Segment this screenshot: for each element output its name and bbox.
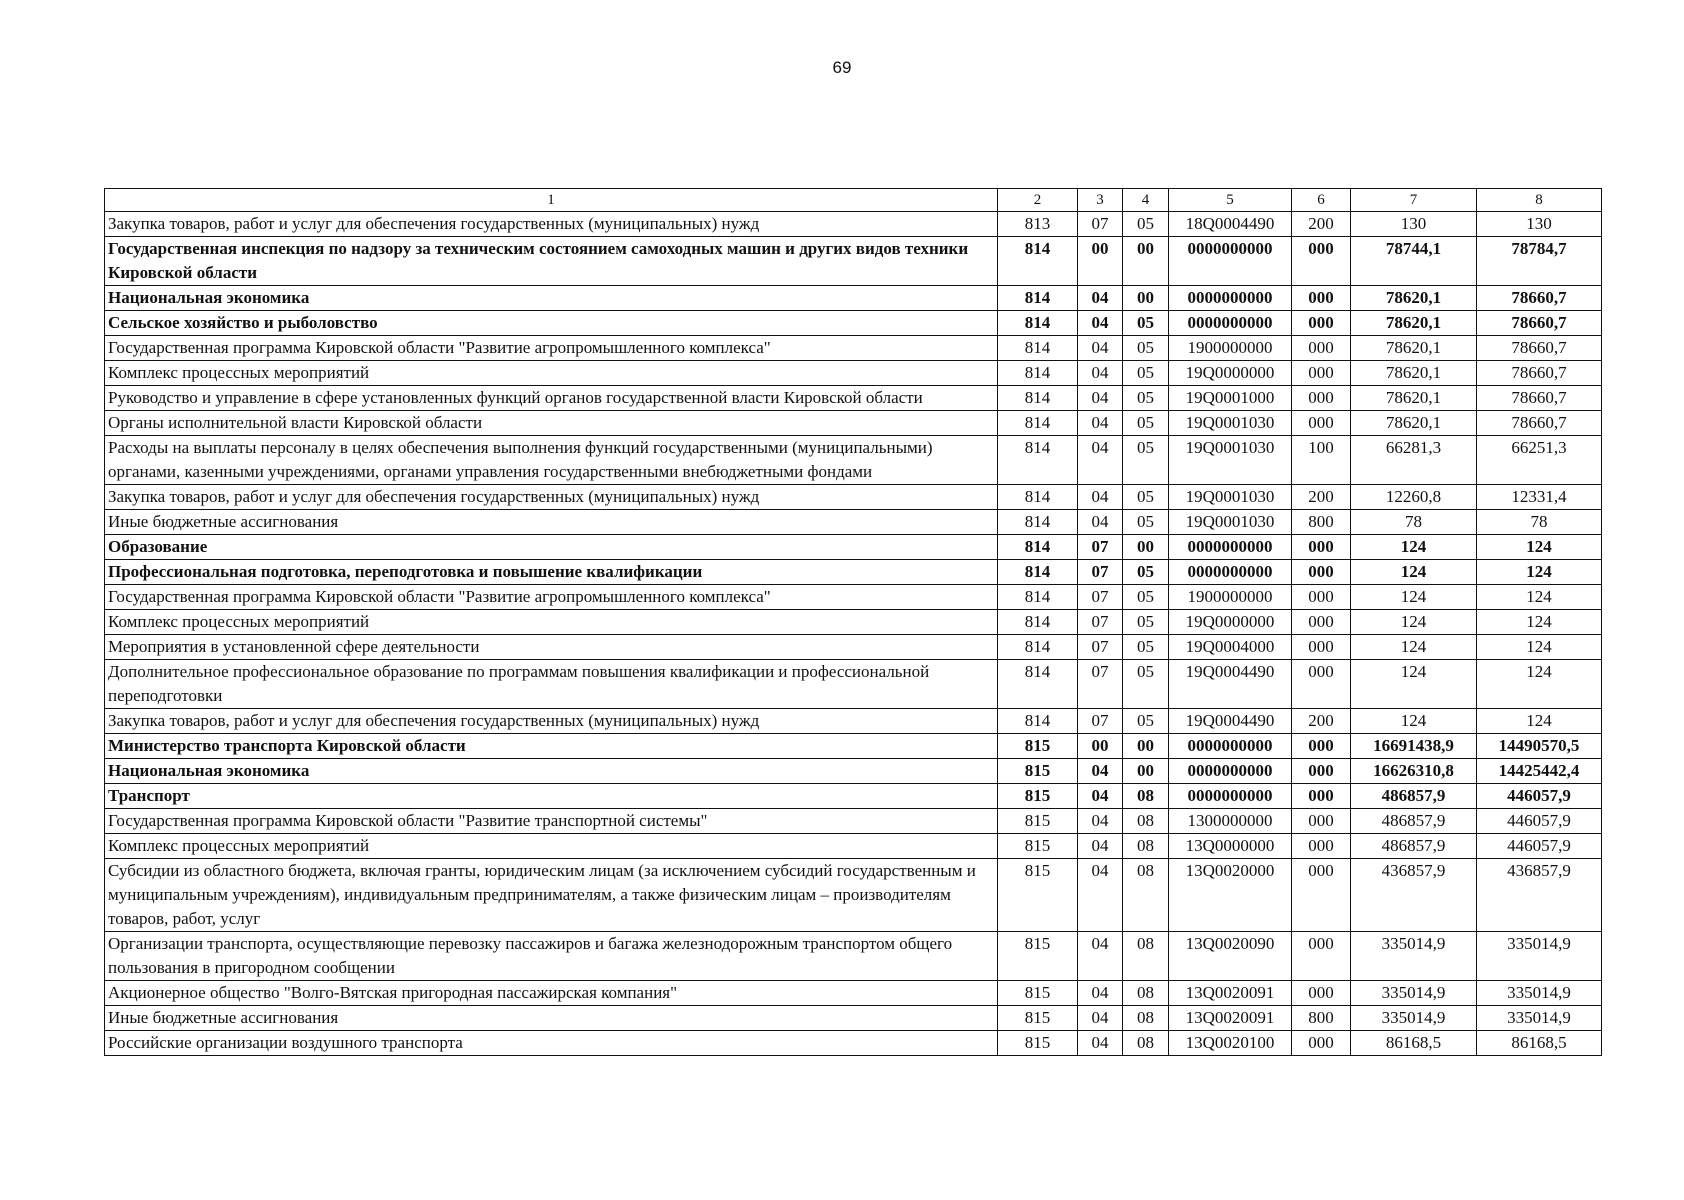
ministry-code-cell: 814 <box>998 237 1078 286</box>
section-cell: 04 <box>1078 411 1123 436</box>
expense-type-cell: 200 <box>1292 485 1351 510</box>
section-cell: 07 <box>1078 212 1123 237</box>
amount-year1-cell: 124 <box>1351 660 1477 709</box>
ministry-code-cell: 814 <box>998 311 1078 336</box>
row-name-cell: Дополнительное профессиональное образование по программам повышения квалификации и профессиональной переподготовки <box>105 660 998 709</box>
table-row <box>105 610 1602 635</box>
section-cell: 07 <box>1078 660 1123 709</box>
amount-year2-cell: 124 <box>1477 635 1602 660</box>
amount-year1-cell: 78744,1 <box>1351 237 1477 286</box>
table-row <box>105 436 1602 485</box>
amount-year2-cell: 335014,9 <box>1477 981 1602 1006</box>
amount-year1-cell: 16691438,9 <box>1351 734 1477 759</box>
section-cell: 07 <box>1078 585 1123 610</box>
expense-type-cell: 800 <box>1292 1006 1351 1031</box>
column-header: 1 <box>105 189 998 212</box>
section-cell: 04 <box>1078 485 1123 510</box>
row-name-cell: Закупка товаров, работ и услуг для обеспечения государственных (муниципальных) нужд <box>105 709 998 734</box>
ministry-code-cell: 814 <box>998 361 1078 386</box>
table-row <box>105 560 1602 585</box>
amount-year1-cell: 78620,1 <box>1351 386 1477 411</box>
expense-type-cell: 000 <box>1292 635 1351 660</box>
amount-year2-cell: 78660,7 <box>1477 311 1602 336</box>
section-cell: 04 <box>1078 311 1123 336</box>
amount-year1-cell: 16626310,8 <box>1351 759 1477 784</box>
section-cell: 07 <box>1078 635 1123 660</box>
expense-type-cell: 000 <box>1292 336 1351 361</box>
amount-year2-cell: 446057,9 <box>1477 809 1602 834</box>
target-article-cell: 19Q0004490 <box>1169 709 1292 734</box>
expense-type-cell: 000 <box>1292 784 1351 809</box>
subsection-cell: 05 <box>1123 635 1169 660</box>
section-cell: 04 <box>1078 1006 1123 1031</box>
amount-year1-cell: 78620,1 <box>1351 286 1477 311</box>
row-name-cell: Мероприятия в установленной сфере деятельности <box>105 635 998 660</box>
ministry-code-cell: 814 <box>998 585 1078 610</box>
target-article-cell: 0000000000 <box>1169 759 1292 784</box>
section-cell: 04 <box>1078 932 1123 981</box>
ministry-code-cell: 815 <box>998 932 1078 981</box>
section-cell: 04 <box>1078 386 1123 411</box>
ministry-code-cell: 814 <box>998 660 1078 709</box>
expense-type-cell: 200 <box>1292 709 1351 734</box>
subsection-cell: 05 <box>1123 610 1169 635</box>
subsection-cell: 00 <box>1123 237 1169 286</box>
target-article-cell: 1900000000 <box>1169 585 1292 610</box>
table-row <box>105 660 1602 709</box>
subsection-cell: 05 <box>1123 436 1169 485</box>
amount-year1-cell: 78620,1 <box>1351 361 1477 386</box>
table-row <box>105 386 1602 411</box>
subsection-cell: 08 <box>1123 834 1169 859</box>
row-name-cell: Министерство транспорта Кировской области <box>105 734 998 759</box>
table-body <box>105 212 1602 1056</box>
subsection-cell: 05 <box>1123 560 1169 585</box>
ministry-code-cell: 815 <box>998 1006 1078 1031</box>
ministry-code-cell: 815 <box>998 734 1078 759</box>
expense-type-cell: 000 <box>1292 237 1351 286</box>
subsection-cell: 05 <box>1123 510 1169 535</box>
amount-year1-cell: 78620,1 <box>1351 336 1477 361</box>
subsection-cell: 00 <box>1123 535 1169 560</box>
target-article-cell: 19Q0004490 <box>1169 660 1292 709</box>
expense-type-cell: 000 <box>1292 660 1351 709</box>
row-name-cell: Руководство и управление в сфере установленных функций органов государственной власти Кировской области <box>105 386 998 411</box>
table-row <box>105 1006 1602 1031</box>
table-row <box>105 485 1602 510</box>
amount-year1-cell: 124 <box>1351 585 1477 610</box>
expense-type-cell: 000 <box>1292 585 1351 610</box>
section-cell: 04 <box>1078 834 1123 859</box>
ministry-code-cell: 814 <box>998 286 1078 311</box>
amount-year2-cell: 78784,7 <box>1477 237 1602 286</box>
table-row <box>105 709 1602 734</box>
row-name-cell: Профессиональная подготовка, переподготовка и повышение квалификации <box>105 560 998 585</box>
row-name-cell: Организации транспорта, осуществляющие перевозку пассажиров и багажа железнодорожным транспортом общего пользования в пригородном сообщении <box>105 932 998 981</box>
ministry-code-cell: 815 <box>998 834 1078 859</box>
ministry-code-cell: 813 <box>998 212 1078 237</box>
amount-year1-cell: 12260,8 <box>1351 485 1477 510</box>
subsection-cell: 05 <box>1123 411 1169 436</box>
expense-type-cell: 000 <box>1292 610 1351 635</box>
expense-type-cell: 000 <box>1292 981 1351 1006</box>
amount-year1-cell: 335014,9 <box>1351 1006 1477 1031</box>
row-name-cell: Комплекс процессных мероприятий <box>105 610 998 635</box>
section-cell: 04 <box>1078 759 1123 784</box>
section-cell: 00 <box>1078 734 1123 759</box>
target-article-cell: 18Q0004490 <box>1169 212 1292 237</box>
subsection-cell: 00 <box>1123 286 1169 311</box>
table-row <box>105 510 1602 535</box>
table-row <box>105 734 1602 759</box>
table-row <box>105 809 1602 834</box>
amount-year2-cell: 124 <box>1477 610 1602 635</box>
table-row <box>105 981 1602 1006</box>
table-row <box>105 311 1602 336</box>
table-row <box>105 212 1602 237</box>
ministry-code-cell: 814 <box>998 535 1078 560</box>
column-header: 8 <box>1477 189 1602 212</box>
row-name-cell: Расходы на выплаты персоналу в целях обеспечения выполнения функций государственными (муниципальными) органами, казенными учреждениями, органами управления государственными внебюджетными фондами <box>105 436 998 485</box>
target-article-cell: 19Q0001030 <box>1169 436 1292 485</box>
subsection-cell: 05 <box>1123 485 1169 510</box>
target-article-cell: 13Q0000000 <box>1169 834 1292 859</box>
section-cell: 04 <box>1078 286 1123 311</box>
amount-year1-cell: 124 <box>1351 635 1477 660</box>
row-name-cell: Государственная программа Кировской области "Развитие транспортной системы" <box>105 809 998 834</box>
ministry-code-cell: 814 <box>998 386 1078 411</box>
amount-year2-cell: 335014,9 <box>1477 1006 1602 1031</box>
expense-type-cell: 000 <box>1292 809 1351 834</box>
amount-year2-cell: 124 <box>1477 535 1602 560</box>
row-name-cell: Закупка товаров, работ и услуг для обеспечения государственных (муниципальных) нужд <box>105 485 998 510</box>
amount-year1-cell: 86168,5 <box>1351 1031 1477 1056</box>
ministry-code-cell: 814 <box>998 336 1078 361</box>
section-cell: 07 <box>1078 709 1123 734</box>
row-name-cell: Акционерное общество "Волго-Вятская пригородная пассажирская компания" <box>105 981 998 1006</box>
amount-year1-cell: 66281,3 <box>1351 436 1477 485</box>
target-article-cell: 13Q0020090 <box>1169 932 1292 981</box>
amount-year1-cell: 486857,9 <box>1351 834 1477 859</box>
amount-year1-cell: 335014,9 <box>1351 981 1477 1006</box>
row-name-cell: Национальная экономика <box>105 759 998 784</box>
subsection-cell: 05 <box>1123 361 1169 386</box>
target-article-cell: 0000000000 <box>1169 560 1292 585</box>
row-name-cell: Сельское хозяйство и рыболовство <box>105 311 998 336</box>
amount-year2-cell: 130 <box>1477 212 1602 237</box>
expense-type-cell: 000 <box>1292 560 1351 585</box>
ministry-code-cell: 814 <box>998 510 1078 535</box>
amount-year2-cell: 78 <box>1477 510 1602 535</box>
amount-year2-cell: 78660,7 <box>1477 411 1602 436</box>
amount-year2-cell: 78660,7 <box>1477 336 1602 361</box>
row-name-cell: Иные бюджетные ассигнования <box>105 1006 998 1031</box>
ministry-code-cell: 814 <box>998 485 1078 510</box>
amount-year2-cell: 14490570,5 <box>1477 734 1602 759</box>
section-cell: 07 <box>1078 535 1123 560</box>
ministry-code-cell: 814 <box>998 709 1078 734</box>
table-row <box>105 237 1602 286</box>
amount-year1-cell: 124 <box>1351 610 1477 635</box>
expense-type-cell: 000 <box>1292 386 1351 411</box>
target-article-cell: 13Q0020000 <box>1169 859 1292 932</box>
row-name-cell: Образование <box>105 535 998 560</box>
subsection-cell: 00 <box>1123 759 1169 784</box>
subsection-cell: 08 <box>1123 784 1169 809</box>
table-row <box>105 336 1602 361</box>
amount-year2-cell: 78660,7 <box>1477 361 1602 386</box>
amount-year2-cell: 124 <box>1477 709 1602 734</box>
amount-year2-cell: 446057,9 <box>1477 834 1602 859</box>
target-article-cell: 19Q0004000 <box>1169 635 1292 660</box>
expense-type-cell: 000 <box>1292 411 1351 436</box>
expense-type-cell: 000 <box>1292 311 1351 336</box>
expense-type-cell: 000 <box>1292 759 1351 784</box>
amount-year1-cell: 436857,9 <box>1351 859 1477 932</box>
row-name-cell: Закупка товаров, работ и услуг для обеспечения государственных (муниципальных) нужд <box>105 212 998 237</box>
row-name-cell: Органы исполнительной власти Кировской области <box>105 411 998 436</box>
subsection-cell: 00 <box>1123 734 1169 759</box>
target-article-cell: 19Q0001030 <box>1169 485 1292 510</box>
table-row <box>105 932 1602 981</box>
subsection-cell: 08 <box>1123 859 1169 932</box>
amount-year2-cell: 86168,5 <box>1477 1031 1602 1056</box>
row-name-cell: Комплекс процессных мероприятий <box>105 361 998 386</box>
amount-year2-cell: 124 <box>1477 660 1602 709</box>
row-name-cell: Комплекс процессных мероприятий <box>105 834 998 859</box>
amount-year2-cell: 436857,9 <box>1477 859 1602 932</box>
section-cell: 04 <box>1078 784 1123 809</box>
amount-year2-cell: 124 <box>1477 585 1602 610</box>
ministry-code-cell: 814 <box>998 436 1078 485</box>
subsection-cell: 05 <box>1123 585 1169 610</box>
table-row <box>105 411 1602 436</box>
section-cell: 04 <box>1078 510 1123 535</box>
table-row <box>105 585 1602 610</box>
ministry-code-cell: 815 <box>998 981 1078 1006</box>
amount-year2-cell: 78660,7 <box>1477 286 1602 311</box>
section-cell: 04 <box>1078 336 1123 361</box>
expense-type-cell: 100 <box>1292 436 1351 485</box>
column-header: 2 <box>998 189 1078 212</box>
target-article-cell: 0000000000 <box>1169 286 1292 311</box>
ministry-code-cell: 814 <box>998 560 1078 585</box>
subsection-cell: 08 <box>1123 932 1169 981</box>
target-article-cell: 1900000000 <box>1169 336 1292 361</box>
subsection-cell: 08 <box>1123 981 1169 1006</box>
column-header: 6 <box>1292 189 1351 212</box>
amount-year1-cell: 124 <box>1351 709 1477 734</box>
target-article-cell: 0000000000 <box>1169 311 1292 336</box>
section-cell: 00 <box>1078 237 1123 286</box>
amount-year1-cell: 78620,1 <box>1351 411 1477 436</box>
table-row <box>105 859 1602 932</box>
ministry-code-cell: 815 <box>998 784 1078 809</box>
table-row <box>105 784 1602 809</box>
expense-type-cell: 000 <box>1292 361 1351 386</box>
ministry-code-cell: 815 <box>998 809 1078 834</box>
expense-type-cell: 000 <box>1292 1031 1351 1056</box>
target-article-cell: 1300000000 <box>1169 809 1292 834</box>
section-cell: 04 <box>1078 981 1123 1006</box>
amount-year2-cell: 12331,4 <box>1477 485 1602 510</box>
expense-type-cell: 000 <box>1292 535 1351 560</box>
target-article-cell: 19Q0001030 <box>1169 411 1292 436</box>
column-header: 4 <box>1123 189 1169 212</box>
target-article-cell: 19Q0000000 <box>1169 610 1292 635</box>
expense-type-cell: 000 <box>1292 932 1351 981</box>
amount-year1-cell: 78620,1 <box>1351 311 1477 336</box>
amount-year1-cell: 124 <box>1351 560 1477 585</box>
table-row <box>105 635 1602 660</box>
ministry-code-cell: 815 <box>998 1031 1078 1056</box>
ministry-code-cell: 815 <box>998 859 1078 932</box>
row-name-cell: Субсидии из областного бюджета, включая гранты, юридическим лицам (за исключением субсидий государственным и муниципальным учреждениям), индивидуальным предпринимателям, а также физическим лицам – производителям товаров, работ, услуг <box>105 859 998 932</box>
subsection-cell: 08 <box>1123 1031 1169 1056</box>
amount-year2-cell: 124 <box>1477 560 1602 585</box>
subsection-cell: 05 <box>1123 709 1169 734</box>
amount-year2-cell: 78660,7 <box>1477 386 1602 411</box>
subsection-cell: 05 <box>1123 311 1169 336</box>
target-article-cell: 0000000000 <box>1169 784 1292 809</box>
target-article-cell: 19Q0001030 <box>1169 510 1292 535</box>
section-cell: 04 <box>1078 1031 1123 1056</box>
amount-year1-cell: 486857,9 <box>1351 809 1477 834</box>
section-cell: 04 <box>1078 361 1123 386</box>
section-cell: 07 <box>1078 560 1123 585</box>
table-row <box>105 535 1602 560</box>
ministry-code-cell: 814 <box>998 610 1078 635</box>
table-row <box>105 361 1602 386</box>
row-name-cell: Государственная программа Кировской области "Развитие агропромышленного комплекса" <box>105 336 998 361</box>
expense-type-cell: 000 <box>1292 286 1351 311</box>
section-cell: 07 <box>1078 610 1123 635</box>
target-article-cell: 19Q0000000 <box>1169 361 1292 386</box>
subsection-cell: 08 <box>1123 809 1169 834</box>
target-article-cell: 13Q0020091 <box>1169 1006 1292 1031</box>
target-article-cell: 0000000000 <box>1169 734 1292 759</box>
table-row <box>105 1031 1602 1056</box>
page-number: 69 <box>832 58 852 77</box>
target-article-cell: 0000000000 <box>1169 535 1292 560</box>
section-cell: 04 <box>1078 809 1123 834</box>
expense-type-cell: 800 <box>1292 510 1351 535</box>
section-cell: 04 <box>1078 436 1123 485</box>
row-name-cell: Транспорт <box>105 784 998 809</box>
row-name-cell: Иные бюджетные ассигнования <box>105 510 998 535</box>
target-article-cell: 13Q0020100 <box>1169 1031 1292 1056</box>
expense-type-cell: 000 <box>1292 734 1351 759</box>
column-header: 5 <box>1169 189 1292 212</box>
amount-year1-cell: 130 <box>1351 212 1477 237</box>
column-header: 7 <box>1351 189 1477 212</box>
column-header: 3 <box>1078 189 1123 212</box>
amount-year1-cell: 335014,9 <box>1351 932 1477 981</box>
amount-year1-cell: 78 <box>1351 510 1477 535</box>
amount-year1-cell: 124 <box>1351 535 1477 560</box>
subsection-cell: 05 <box>1123 386 1169 411</box>
table-row <box>105 759 1602 784</box>
subsection-cell: 05 <box>1123 336 1169 361</box>
row-name-cell: Российские организации воздушного транспорта <box>105 1031 998 1056</box>
subsection-cell: 08 <box>1123 1006 1169 1031</box>
row-name-cell: Национальная экономика <box>105 286 998 311</box>
row-name-cell: Государственная программа Кировской области "Развитие агропромышленного комплекса" <box>105 585 998 610</box>
table-row <box>105 834 1602 859</box>
subsection-cell: 05 <box>1123 660 1169 709</box>
ministry-code-cell: 814 <box>998 411 1078 436</box>
amount-year2-cell: 446057,9 <box>1477 784 1602 809</box>
amount-year1-cell: 486857,9 <box>1351 784 1477 809</box>
table-header-row <box>105 189 1602 212</box>
table-row <box>105 286 1602 311</box>
amount-year2-cell: 335014,9 <box>1477 932 1602 981</box>
ministry-code-cell: 815 <box>998 759 1078 784</box>
expense-type-cell: 200 <box>1292 212 1351 237</box>
expense-type-cell: 000 <box>1292 834 1351 859</box>
amount-year2-cell: 66251,3 <box>1477 436 1602 485</box>
target-article-cell: 0000000000 <box>1169 237 1292 286</box>
budget-table <box>104 188 1602 1056</box>
section-cell: 04 <box>1078 859 1123 932</box>
expense-type-cell: 000 <box>1292 859 1351 932</box>
target-article-cell: 13Q0020091 <box>1169 981 1292 1006</box>
ministry-code-cell: 814 <box>998 635 1078 660</box>
amount-year2-cell: 14425442,4 <box>1477 759 1602 784</box>
row-name-cell: Государственная инспекция по надзору за техническим состоянием самоходных машин и других видов техники Кировской области <box>105 237 998 286</box>
subsection-cell: 05 <box>1123 212 1169 237</box>
target-article-cell: 19Q0001000 <box>1169 386 1292 411</box>
